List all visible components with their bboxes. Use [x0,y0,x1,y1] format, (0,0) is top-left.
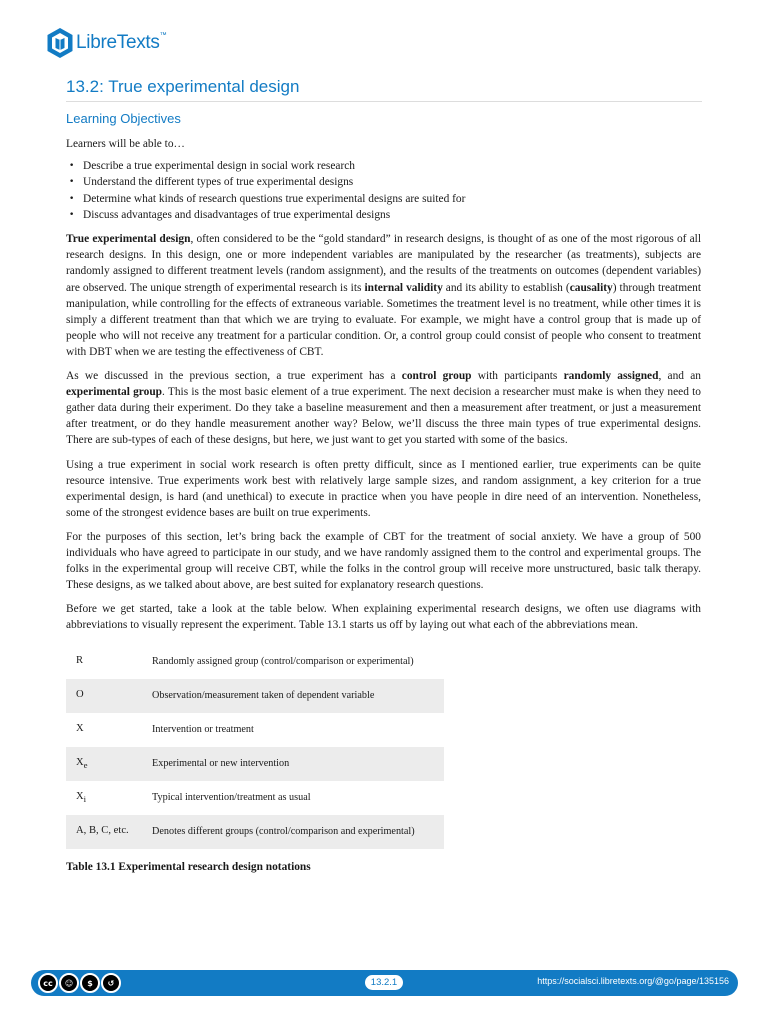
learning-objectives-heading: Learning Objectives [66,111,181,126]
objective-item: • Describe a true experimental design in social work research [83,158,701,174]
license-badge[interactable] [38,973,122,993]
objectives-list [66,158,701,223]
logo-wordmark: LibreTexts™ [76,32,167,53]
sa-icon: ↺ [101,973,121,993]
paragraph-cbt-example: For the purposes of this section, let’s bring back the example of CBT for the treatment of social anxiety. We have a group of 500 individuals who have agreed to participate in our study, and we have randomly assigned them to the control and experimental groups. The folks in the experimental group will receive CBT, while the folks in the control group will receive more unstructured, basic talk therapy. These designs, as we talked about above, are best suited for explanatory research questions. [66,530,701,592]
libretexts-logo[interactable] [46,27,166,59]
article-body [66,136,701,876]
table-caption: Table 13.1 Experimental research design notations [66,861,311,874]
by-icon: ☺ [59,973,79,993]
table-row [66,747,444,781]
table-row [66,781,444,815]
nc-icon: $ [80,973,100,993]
notation-symbol: $X_e$ [66,747,142,781]
notation-symbol: $X_i$ [76,791,87,805]
notation-meaning: Experimental or new intervention [142,747,444,781]
notation-symbol: A, B, C, etc. [66,815,142,849]
objectives-intro: Learners will be able to… [66,138,185,150]
notation-symbol: R [76,655,84,667]
libretexts-hexagon-icon [46,27,74,59]
term-internal-validity: internal validity [364,281,443,294]
objective-item: • Understand the different types of true experimental designs [83,174,701,190]
term-causality: causality [569,281,613,294]
notation-symbol: X [76,723,84,735]
page-url-link[interactable]: https://socialsci.libretexts.org/@go/page/135156 [537,976,729,986]
term-control-group: control group [401,370,472,383]
paragraph-difficulty: Using a true experiment in social work research is often pretty difficult, since as I mentioned earlier, true experiments can be quite resource intensive. True experiments work best with relatively large sample sizes, and random assignment, a key criterion for a true experimental design, is hard (and unethical) to execute in practice when you have people in dire need of an intervention. Nonetheless, some of the strongest evidence bases are built on true experiments. [66,458,701,519]
page-number: 13.2.1 [365,975,403,990]
notation-meaning: Observation/measurement taken of dependent variable [142,679,444,713]
notation-meaning: Typical intervention/treatment as usual [152,792,311,804]
notation-symbol: O [66,679,142,713]
objective-item: • Determine what kinds of research questions true experimental designs are suited for [83,191,701,207]
term-experimental-group: experimental group [66,386,163,399]
table-row [66,815,444,849]
page-title: 13.2: True experimental design [66,77,300,96]
title-divider [66,101,702,102]
table-row [66,679,444,713]
objective-item: • Discuss advantages and disadvantages of true experimental designs [83,207,701,223]
term-randomly-assigned: randomly assigned [563,370,659,383]
term-true-experimental-design: True experimental design [66,233,191,246]
paragraph-control-group: As we discussed in the previous section, a true experiment has a control group with participants randomly assigned, and an experimental group. This is the most basic element of a true experiment. The next decision a researcher must make is when they need to gather data during their experiment. Do they take a baseline measurement and then a measurement after treatment, or just a measurement after treatment, or do they handle measurement another way? Below, we’ll discuss the three main types of true experimental designs. There are sub-types of each of these designs, but here, we just want to get you started with some of the basics. [66,370,702,447]
notation-meaning: Denotes different groups (control/comparison and experimental) [142,815,444,849]
paragraph-table-intro: Before we get started, take a look at the table below. When explaining experimental research designs, we often use diagrams with abbreviations to visually represent the experiment. Table 13.1 starts us off by laying out what each of the abbreviations mean. [66,603,701,632]
page-footer [31,970,738,996]
notation-table [66,645,444,849]
table-row [66,645,444,679]
notation-meaning: Randomly assigned group (control/comparison or experimental) [152,656,414,668]
notation-meaning: Intervention or treatment [152,724,254,736]
cc-icon: cc [38,973,58,993]
table-row [66,713,444,747]
paragraph-true-experimental-design: True experimental design, often considered to be the “gold standard” in research designs, is thought of as one of the most rigorous of all research designs. In this design, one or more independent variables are manipulated by the researcher (as treatments), subjects are randomly assigned to different treatment levels (random assignment), and the results of the treatments on outcomes (dependent variables) are observed. The unique strength of experimental research is its internal validity and its ability to establish (causality) through treatment manipulation, while controlling for the effects of extraneous variable. Sometimes the treatment level is no treatment, while other times it is simply a different treatment than that which we are trying to evaluate. For example, we might have a control group that is made up of people who will not receive any treatment for a particular condition. Or, a control group could consist of people who consent to treatment with DBT when we are testing the effectiveness of CBT. [66,233,701,358]
